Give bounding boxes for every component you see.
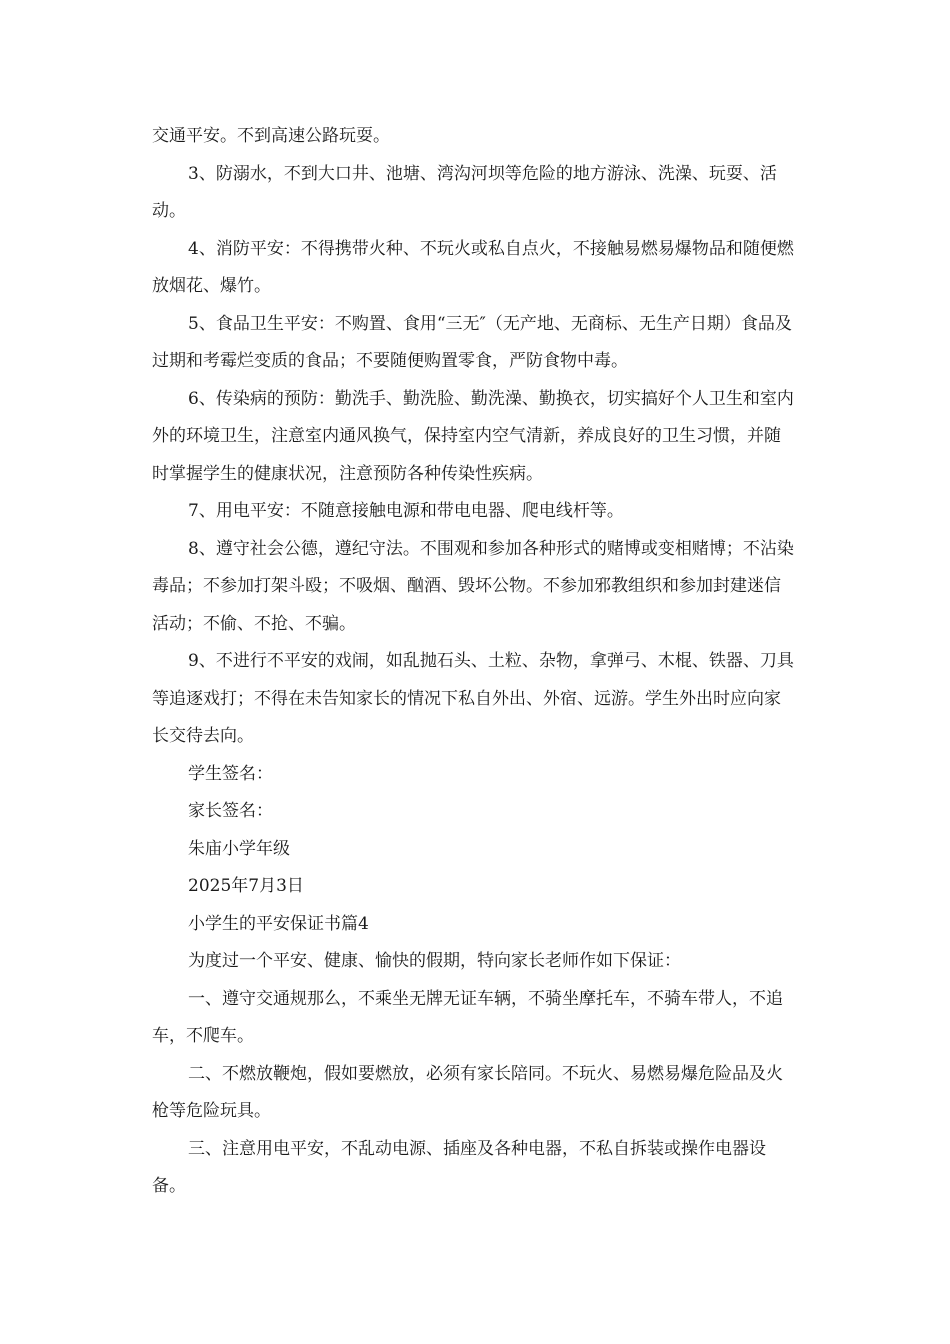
document-paragraph: 一、遵守交通规那么，不乘坐无牌无证车辆，不骑坐摩托车，不骑车带人，不追车，不爬车。 bbox=[152, 988, 783, 1046]
document-paragraph: 交通平安。不到高速公路玩耍。 bbox=[152, 126, 390, 146]
document-paragraph: 二、不燃放鞭炮，假如要燃放，必须有家长陪同。不玩火、易燃易爆危险品及火枪等危险玩具。 bbox=[152, 1063, 783, 1121]
document-paragraph: 小学生的平安保证书篇4 bbox=[188, 913, 369, 934]
document-paragraph: 8、遵守社会公德，遵纪守法。不围观和参加各种形式的赌博或变相赌博；不沾染毒品；不参加打架斗殴；不吸烟、酗酒、毁坏公物。不参加邪教组织和参加封建迷信活动；不偷、不抢、不骗。 bbox=[152, 538, 794, 634]
document-paragraph: 家长签名： bbox=[188, 801, 273, 821]
document-paragraph: 学生签名： bbox=[188, 763, 273, 784]
document-paragraph: 5、食品卫生平安：不购置、食用“三无″（无产地、无商标、无生产日期）食品及过期和考霉烂变质的食品；不要随便购置零食，严防食物中毒。 bbox=[152, 313, 792, 371]
document-paragraph: 三、注意用电平安，不乱动电源、插座及各种电器，不私自拆装或操作电器设备。 bbox=[152, 1138, 766, 1196]
document-paragraph: 6、传染病的预防：勤洗手、勤洗脸、勤洗澡、勤换衣，切实搞好个人卫生和室内外的环境卫生，注意室内通风换气，保持室内空气清新，养成良好的卫生习惯，并随时掌握学生的健康状况，注意预防各种传染性疾病。 bbox=[152, 388, 794, 484]
document-paragraph: 2025年7月3日 bbox=[188, 876, 304, 896]
document-page bbox=[152, 118, 797, 1206]
document-paragraph: 朱庙小学年级 bbox=[188, 838, 290, 859]
document-paragraph: 为度过一个平安、健康、愉快的假期，特向家长老师作如下保证： bbox=[188, 951, 681, 971]
document-paragraph: 9、不进行不平安的戏闹，如乱抛石头、土粒、杂物，拿弹弓、木棍、铁器、刀具等追逐戏打；不得在未告知家长的情况下私自外出、外宿、远游。学生外出时应向家长交待去向。 bbox=[152, 651, 794, 746]
document-paragraph: 3、防溺水，不到大口井、池塘、湾沟河坝等危险的地方游泳、洗澡、玩耍、活动。 bbox=[152, 163, 777, 221]
document-paragraph: 4、消防平安：不得携带火种、不玩火或私自点火，不接触易燃易爆物品和随便燃放烟花、爆竹。 bbox=[152, 238, 794, 296]
document-paragraph: 7、用电平安：不随意接触电源和带电电器、爬电线杆等。 bbox=[188, 501, 624, 521]
